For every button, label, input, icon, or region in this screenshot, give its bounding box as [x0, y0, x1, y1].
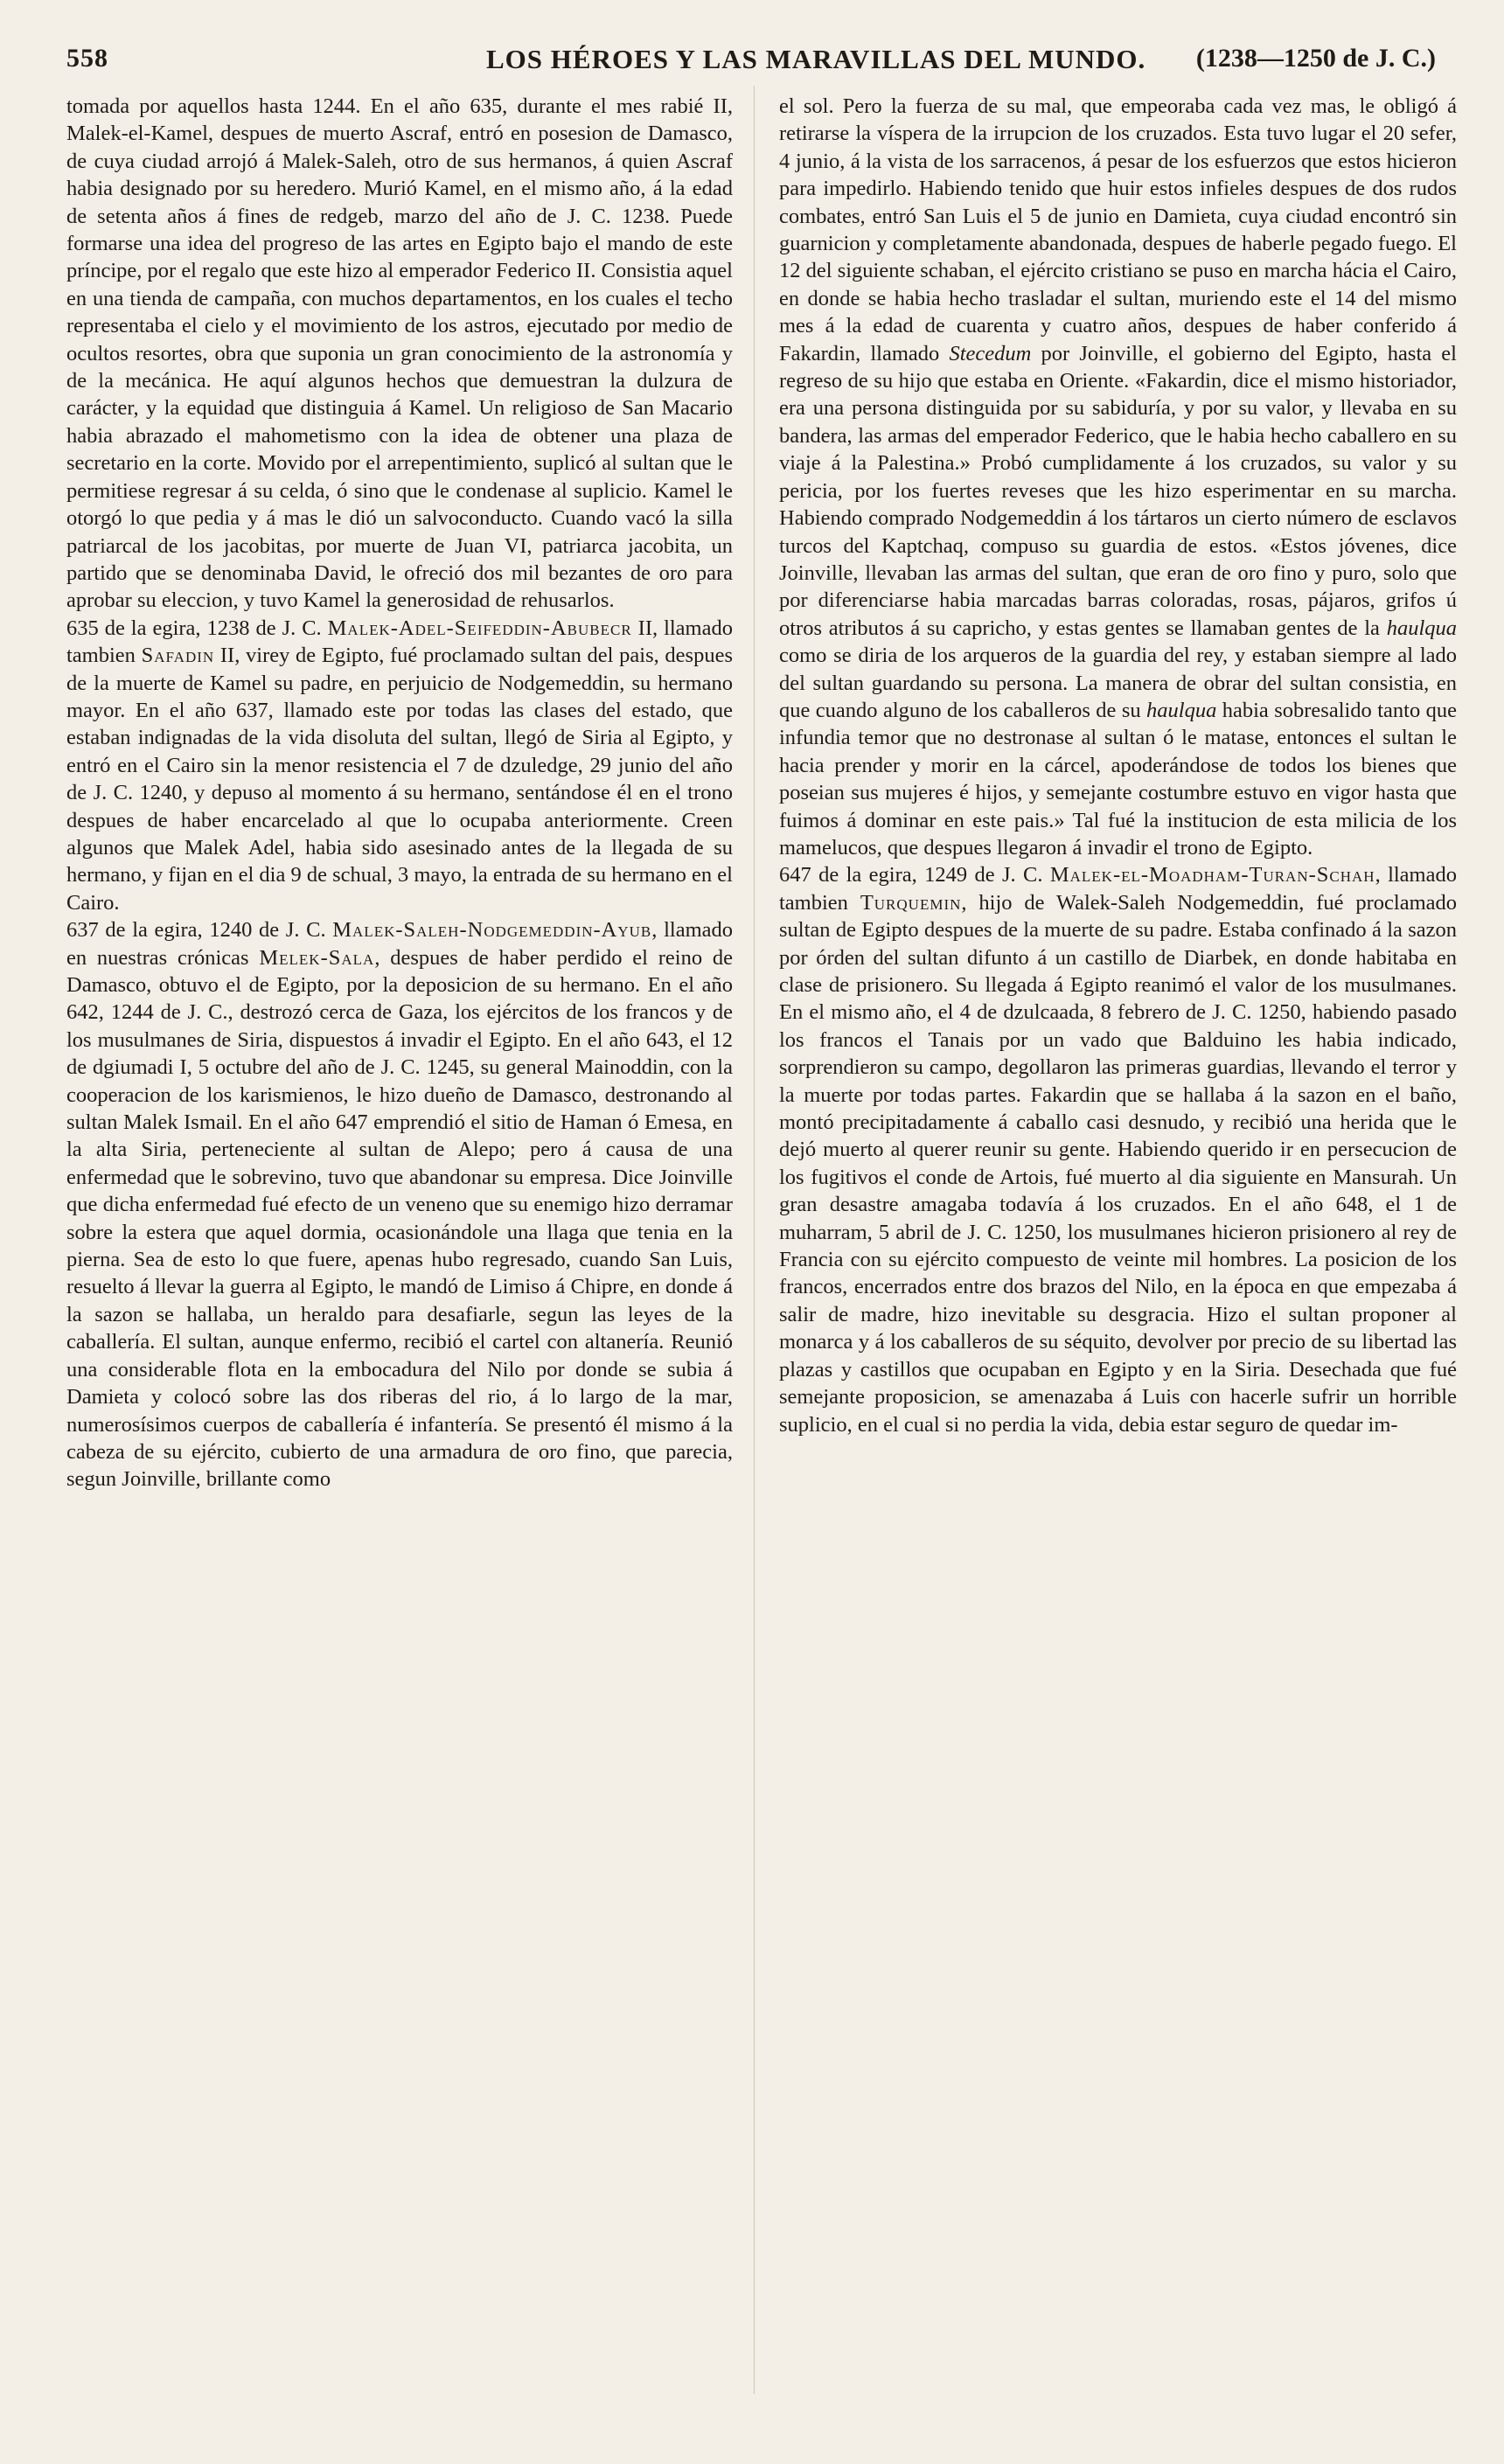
right-column [779, 93, 1457, 1493]
page-header [66, 44, 1457, 84]
ruler-alias: Turquemin [860, 890, 962, 915]
column-divider [754, 86, 755, 2394]
ruler-name: Malek-el-Moadham-Turan-Schah [1049, 863, 1375, 887]
paragraph-crusade: el sol. Pero la fuerza de su mal, que empeoraba cada vez mas, le obligó á retirarse la víspera de la irrupcion de los cruzados. Esta tuvo lugar el 20 sefer, 4 junio, á la vista de los sarracenos, á pesar de los esfuerzos que estos hicieron para impedirlo. Habiendo tenido que huir estos infieles despues de dos rudos combates, entró San Luis el 5 de junio en Damieta, cuya ciudad encontró sin guarnicion y completamente abandonada, despues de haberle pegado fuego. El 12 del siguiente schaban, el ejército cristiano se puso en marcha hácia el Cairo, en donde se habia hecho trasladar el sultan, muriendo este el 14 del mismo mes á la edad de cuarenta y cuatro años, despues de haber conferido á Fakardin, llamado Stecedum por Joinville, el gobierno del Egipto, hasta el regreso de su hijo que estaba en Oriente. «Fakardin, dice el mismo historiador, era una persona distinguida por su sabiduría, y por su valor, y llevaba en su bandera, las armas del emperador Federico, que le habia hecho caballero en su viaje á la Palestina.» Probó cumplidamente á los cruzados, su valor y su pericia, por los fuertes reveses que les hizo esperimentar en su marcha. Habiendo comprado Nodgemeddin á los tártaros un cierto número de esclavos turcos del Kaptchaq, compuso su guardia de estos. «Estos jóvenes, dice Joinville, llevaban las armas del sultan, que eran de oro fino y puro, solo que por diferenciarse habia marcadas barras coloradas, rosas, pájaros, grifos ú otros atributos á su capricho, y estas gentes se llamaban gentes de la haulqua como se diria de los arqueros de la guardia del rey, y estaban siempre al lado del sultan guardando su persona. La manera de obrar del sultan consistia, en que cuando alguno de los caballeros de su haulqua habia sobresalido tanto que infundia temor que no destronase al sultan ó le matase, entonces el sultan le hacia prender y morir en la cárcel, apoderándose de todos los bienes que poseian sus mujeres é hijos, y semejante costumbre estuvo en vigor hasta que fuimos á dominar en este pais.» Tal fué la institucion de esta milicia de los mamelucos, que despues llegaron á invadir el trono de Egipto. [779, 94, 1457, 860]
left-column [66, 93, 733, 1493]
ruler-alias: Safadin [141, 644, 215, 668]
italic-term: haulqua [1146, 698, 1217, 722]
paragraph-malek-adel: 635 de la egira, 1238 de J. C. Malek-Adel-Seifeddin-Abubecr II, llamado tambien Safadin II, virey de Egipto, fué proclamado sultan del pais, despues de la muerte de Kamel su padre, en perjuicio de Nodgemeddin, su hermano mayor. En el año 637, llamado este por todas las clases del estado, que estaban indignadas de la vida disoluta del sultan, llegó de Siria al Egipto, y entró en el Cairo sin la menor resistencia el 7 de dzuledge, 29 junio del año de J. C. 1240, y depuso al momento á su hermano, sentándose él en el trono despues de haber encarcelado al que lo ocupaba anteriormente. Creen algunos que Malek Adel, habia sido asesinado antes de la llegada de su hermano, y fijan en el dia 9 de schual, 3 mayo, la entrada de su hermano en el Cairo. [66, 616, 733, 915]
ruler-name: Malek-Adel-Seifeddin-Abubecr [327, 616, 632, 640]
paragraph-malek-saleh: 637 de la egira, 1240 de J. C. Malek-Saleh-Nodgemeddin-Ayub, llamado en nuestras crónicas Melek-Sala, despues de haber perdido el reino de Damasco, obtuvo el de Egipto, por la deposicion de su hermano. En el año 642, 1244 de J. C., destrozó cerca de Gaza, los ejércitos de los francos y de los musulmanes de Siria, dispuestos á invadir el Egipto. En el año 643, el 12 de dgiumadi I, 5 octubre del año de J. C. 1245, su general Mainoddin, con la cooperacion de los karismienos, le hizo dueño de Damasco, destronando al sultan Malek Ismail. En el año 647 emprendió el sitio de Haman ó Emesa, en la alta Siria, perteneciente al sultan de Alepo; pero á causa de una enfermedad que le sobrevino, tuvo que abandonar su empresa. Dice Joinville que dicha enfermedad fué efecto de un veneno que su enemigo hizo derramar sobre la estera que aquel dormia, ocasionándole una llaga que tenia en la pierna. Sea de esto lo que fuere, apenas hubo regresado, cuando San Luis, resuelto á llevar la guerra al Egipto, le mandó de Limiso á Chipre, en donde á la sazon se hallaba, un heraldo para desafiarle, segun las leyes de la caballería. El sultan, aunque enfermo, recibió el cartel con altanería. Reunió una considerable flota en la embocadura del Nilo por donde se subia á Damieta y colocó sobre las dos riberas del rio, á lo largo de la mar, numerosísimos cuerpos de caballería é infantería. Se presentó él mismo á la cabeza de su ejército, cubierto de una armadura de oro fino, que parecia, segun Joinville, brillante como [66, 918, 733, 1492]
paragraph-turan-schah: 647 de la egira, 1249 de J. C. Malek-el-Moadham-Turan-Schah, llamado tambien Turquemin, hijo de Walek-Saleh Nodgemeddin, fué proclamado sultan de Egipto despues de la muerte de su padre. Estaba confinado á la sazon por órden del sultan difunto á un castillo de Diarbek, en donde habitaba en clase de prisionero. Su llegada á Egipto reanimó el valor de los musulmanes. En el mismo año, el 4 de dzulcaada, 8 febrero de J. C. 1250, habiendo pasado los francos el Tanais por un vado que Balduino les habia indicado, sorprendieron su campo, degollaron las primeras guardias, llevando el terror y la muerte por todas partes. Fakardin que se hallaba á la sazon en el baño, montó precipitadamente á caballo casi desnudo, y recibió una herida que le dejó muerto al querer reunir su gente. Habiendo querido ir en persecucion de los fugitivos el conde de Artois, fué muerto al dia siguiente en Mansurah. Un gran desastre amagaba todavía á los cruzados. En el año 648, el 1 de muharram, 5 abril de J. C. 1250, los musulmanes hicieron prisionero al rey de Francia con su ejército compuesto de veinte mil hombres. La posicion de los francos, encerrados entre dos brazos del Nilo, en la época en que empezaba á salir de madre, hizo inevitable su desgracia. Hizo el sultan proponer al monarca y á los caballeros de su séquito, devolver por precio de su libertad las plazas y castillos que ocupaban en Egipto y en la Siria. Desechada que fué semejante proposicion, se amenazaba á Luis con hacerle sufrir un horrible suplicio, en el cual si no perdia la vida, debia estar seguro de quedar im- [779, 863, 1458, 1437]
running-title: LOS HÉROES Y LAS MARAVILLAS DEL MUNDO. [486, 44, 1146, 74]
ruler-name: Malek-Saleh-Nodgemeddin-Ayub [332, 918, 652, 943]
date-range: (1238—1250 de J. C.) [1195, 44, 1436, 73]
italic-term: haulqua [1386, 616, 1457, 640]
italic-term: Stecedum [949, 341, 1032, 365]
page-number: 558 [66, 44, 108, 73]
paragraph-kamel: tomada por aquellos hasta 1244. En el año 635, durante el mes rabié II, Malek-el-Kamel, despues de muerto Ascraf, entró en posesion de Damasco, de cuya ciudad arrojó á Malek-Saleh, otro de sus hermanos, á quien Ascraf habia designado por su heredero. Murió Kamel, en el mismo año, á la edad de setenta años á fines de redgeb, marzo del año de J. C. 1238. Puede formarse una idea del progreso de las artes en Egipto bajo el mando de este príncipe, por el regalo que este hizo al emperador Federico II. Consistia aquel en una tienda de campaña, con muchos departamentos, en los cuales el techo representaba el cielo y el movimiento de los astros, ejecutado por medio de ocultos resortes, obra que suponia un gran conocimiento de la astronomía y de la mecánica. He aquí algunos hechos que demuestran la dulzura de carácter, y la equidad que distinguia á Kamel. Un religioso de San Macario habia abrazado el mahometismo con la idea de obtener una plaza de secretario en la corte. Movido por el arrepentimiento, suplicó al sultan que le permitiese regresar á su celda, ó sino que le condenase al suplicio. Kamel le otorgó lo que pedia y á mas le dió un salvoconducto. Cuando vacó la silla patriarcal de los jacobitas, por muerte de Juan VI, patriarca jacobita, un partido que se denominaba David, le ofreció dos mil bezantes de oro para aprobar su eleccion, y tuvo Kamel la generosidad de rehusarlos. [66, 94, 733, 613]
ruler-alias: Melek-Sala [259, 945, 375, 970]
text-columns [66, 93, 1457, 1493]
